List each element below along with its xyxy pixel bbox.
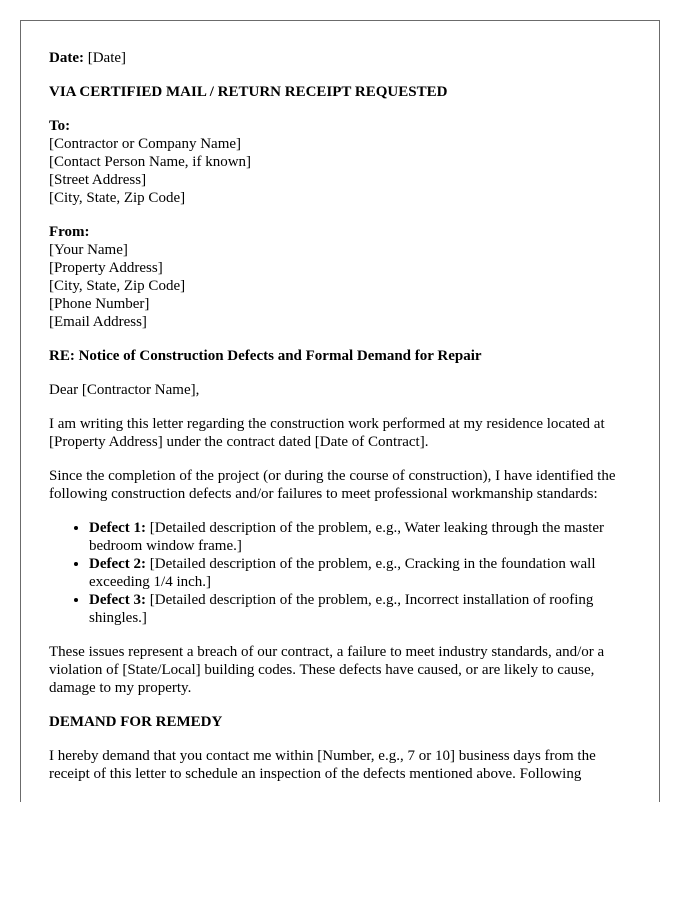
date-line xyxy=(49,49,639,67)
recipient-line: [Contractor or Company Name] xyxy=(49,136,242,152)
list-item xyxy=(89,591,639,627)
remedy-heading: DEMAND FOR REMEDY xyxy=(49,714,223,730)
defect-label: Defect 1: xyxy=(89,520,147,536)
letter-content xyxy=(49,49,639,799)
sender-line: [Email Address] xyxy=(49,314,147,330)
recipient-line: [City, State, Zip Code] xyxy=(49,190,186,206)
defects-intro-paragraph: Since the completion of the project (or during the course of construction), I have identified the following construction defects and/or failures to meet professional workmanship standards: xyxy=(49,468,616,502)
recipient-line: [Contact Person Name, if known] xyxy=(49,154,252,170)
defect-label: Defect 3: xyxy=(89,592,147,608)
list-item xyxy=(89,555,639,591)
defect-label: Defect 2: xyxy=(89,556,147,572)
recipient-label: To: xyxy=(49,118,71,134)
sender-line: [City, State, Zip Code] xyxy=(49,278,186,294)
delivery-method: VIA CERTIFIED MAIL / RETURN RECEIPT REQUESTED xyxy=(49,84,448,100)
list-item xyxy=(89,519,639,555)
intro-paragraph: I am writing this letter regarding the construction work performed at my residence located at [Property Address] under the contract dated [Date of Contract]. xyxy=(49,416,605,450)
sender-line: [Phone Number] xyxy=(49,296,150,312)
sender-line: [Property Address] xyxy=(49,260,163,276)
sender-label: From: xyxy=(49,224,90,240)
defect-text: [Detailed description of the problem, e.g., Incorrect installation of roofing shingles.] xyxy=(89,592,594,626)
letter-page xyxy=(20,20,660,802)
sender-block xyxy=(49,223,639,331)
recipient-block xyxy=(49,117,639,207)
breach-paragraph: These issues represent a breach of our contract, a failure to meet industry standards, and/or a violation of [State/Local] building codes. These defects have caused, or are likely to cause, damage to my property. xyxy=(49,644,605,696)
defect-text: [Detailed description of the problem, e.g., Water leaking through the master bedroom window frame.] xyxy=(89,520,605,554)
subject-line: RE: Notice of Construction Defects and Formal Demand for Repair xyxy=(49,348,482,364)
date-label: Date: xyxy=(49,50,84,66)
salutation: Dear [Contractor Name], xyxy=(49,382,200,398)
sender-line: [Your Name] xyxy=(49,242,128,258)
defect-text: [Detailed description of the problem, e.g., Cracking in the foundation wall exceeding 1/4 inch.] xyxy=(89,556,596,590)
remedy-paragraph: I hereby demand that you contact me within [Number, e.g., 7 or 10] business days from the receipt of this letter to schedule an inspection of the defects mentioned above. Following xyxy=(49,748,596,782)
date-value: [Date] xyxy=(83,50,127,66)
defects-list xyxy=(49,519,639,627)
recipient-line: [Street Address] xyxy=(49,172,147,188)
